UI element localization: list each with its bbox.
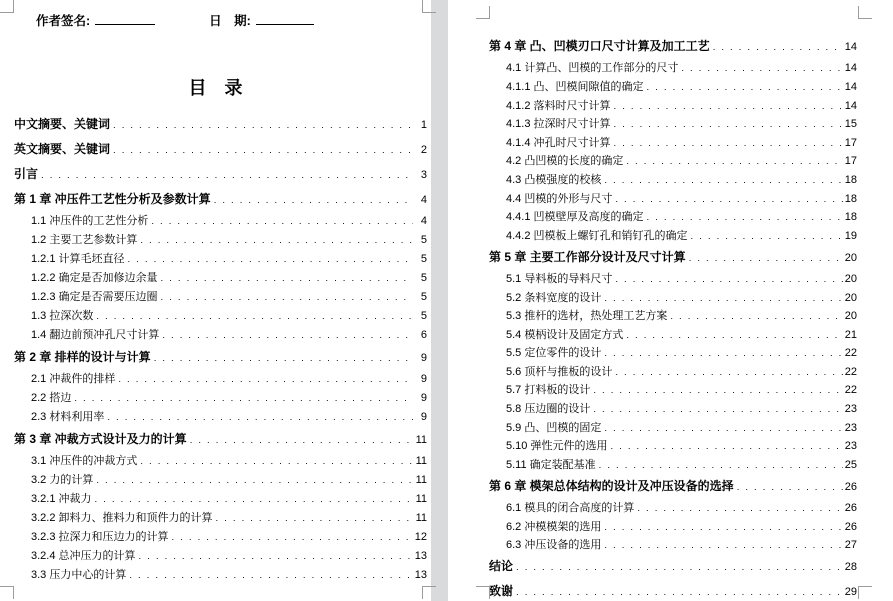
toc-page-number: 14: [844, 62, 857, 75]
toc-page-number: 9: [420, 411, 427, 423]
toc-list-left: [14, 112, 427, 585]
dot-leader: [211, 193, 413, 208]
toc-entry-label: 1.4 翻边前预冲孔尺寸计算: [31, 329, 160, 341]
toc-entry-label: 引言: [14, 166, 39, 181]
dot-leader: [623, 155, 843, 168]
toc-entry-label: 4.4.2 凹模板上螺钉孔和销钉孔的确定: [506, 229, 688, 242]
toc-entry-label: 2.1 冲裁件的排样: [31, 373, 116, 385]
document-page-left: [0, 0, 431, 601]
toc-page-number: 23: [844, 421, 857, 434]
toc-entry-label: 4.3 凸模强度的校核: [506, 173, 602, 186]
dot-leader: [601, 347, 843, 360]
dot-leader: [115, 373, 413, 386]
toc-entry[interactable]: [489, 456, 857, 475]
toc-entry-label: 5.1 导料板的导料尺寸: [506, 272, 613, 285]
dot-leader: [169, 531, 413, 544]
toc-entry-label: 5.10 弹性元件的选用: [506, 440, 608, 453]
dot-leader: [601, 521, 843, 534]
toc-entry[interactable]: [14, 231, 427, 250]
toc-page-number: 5: [420, 234, 427, 246]
toc-entry[interactable]: [14, 187, 427, 212]
toc-entry-label: 3.2 力的计算: [31, 474, 94, 486]
toc-entry[interactable]: [489, 60, 857, 79]
toc-page-number: 11: [415, 493, 427, 505]
dot-leader: [125, 253, 413, 266]
toc-page-number: 11: [415, 512, 427, 524]
toc-entry[interactable]: [14, 490, 427, 509]
toc-entry[interactable]: [14, 137, 427, 162]
dot-leader: [213, 512, 413, 525]
dot-leader: [159, 329, 413, 342]
toc-entry[interactable]: [14, 326, 427, 345]
toc-entry-label: 4.1.1 凸、凹模间隙值的确定: [506, 80, 644, 93]
dot-leader: [607, 440, 843, 453]
toc-entry[interactable]: [489, 382, 857, 401]
toc-entry[interactable]: [14, 452, 427, 471]
toc-entry-label: 3.3 压力中心的计算: [31, 569, 127, 581]
dot-leader: [667, 310, 843, 323]
toc-entry[interactable]: [14, 509, 427, 528]
toc-entry[interactable]: [489, 499, 857, 518]
dot-leader: [611, 100, 843, 113]
toc-entry[interactable]: [489, 208, 857, 227]
dot-leader: [92, 493, 413, 506]
toc-entry[interactable]: [14, 212, 427, 231]
dot-leader: [688, 230, 843, 243]
toc-page-number: 6: [420, 329, 427, 341]
toc-entry[interactable]: [14, 389, 427, 408]
toc-entry[interactable]: [14, 566, 427, 585]
toc-entry-label: 5.4 模柄设计及固定方式: [506, 328, 624, 341]
toc-entry[interactable]: [14, 250, 427, 269]
toc-entry-label: 5.5 定位零件的设计: [506, 347, 602, 360]
toc-page-number: 11: [415, 433, 427, 446]
toc-entry-label: 3.2.2 卸料力、推料力和顶件力的计算: [31, 512, 213, 524]
toc-entry-label: 5.6 顶杆与推板的设计: [506, 365, 613, 378]
toc-entry-label: 致谢: [489, 583, 514, 598]
toc-page-number: 5: [420, 291, 427, 303]
toc-entry-label: 第 2 章 排样的设计与计算: [14, 349, 151, 364]
toc-heading: 目 录: [188, 78, 243, 98]
toc-entry-label: 5.2 条料宽度的设计: [506, 291, 602, 304]
dot-leader: [38, 168, 413, 183]
toc-page-number: 9: [420, 373, 427, 385]
toc-page-number: 11: [415, 455, 427, 467]
toc-entry-label: 第 3 章 冲裁方式设计及力的计算: [14, 431, 187, 446]
toc-entry[interactable]: [489, 345, 857, 364]
toc-entry-label: 6.2 冲模模架的选用: [506, 520, 602, 533]
toc-entry-label: 5.3 推杆的选材，热处理工艺方案: [506, 310, 668, 323]
dot-leader: [678, 62, 843, 75]
dot-leader: [623, 329, 843, 342]
toc-entry-label: 2.2 搭边: [31, 392, 72, 404]
toc-entry-label: 第 5 章 主要工作部分设计及尺寸计算: [489, 249, 686, 264]
dot-leader: [158, 291, 413, 304]
toc-page-number: 29: [844, 585, 857, 598]
dot-leader: [596, 459, 843, 472]
dot-leader: [611, 118, 843, 131]
toc-entry[interactable]: [489, 326, 857, 345]
toc-entry[interactable]: [489, 419, 857, 438]
toc-entry[interactable]: [489, 400, 857, 419]
dot-leader: [93, 474, 413, 487]
dot-leader: [734, 480, 843, 495]
toc-entry[interactable]: [489, 518, 857, 537]
toc-entry[interactable]: [489, 78, 857, 97]
toc-entry-label: 1.2.2 确定是否加修边余量: [31, 272, 158, 284]
toc-entry[interactable]: [14, 288, 427, 307]
date-blank-line[interactable]: [256, 12, 314, 25]
toc-entry[interactable]: [489, 475, 857, 500]
toc-entry-label: 3.1 冲压件的冲裁方式: [31, 455, 138, 467]
toc-entry[interactable]: [489, 35, 857, 60]
toc-entry[interactable]: [489, 153, 857, 172]
toc-page-number: 20: [844, 310, 857, 323]
author-signature-row: [36, 12, 427, 29]
toc-entry-label: 4.1.4 冲孔时尺寸计算: [506, 136, 611, 149]
dot-leader: [110, 118, 413, 133]
toc-page-number: 5: [420, 272, 427, 284]
toc-entry-label: 第 4 章 凸、凹模刃口尺寸计算及加工工艺: [489, 39, 710, 54]
toc-page-number: 1: [420, 118, 427, 131]
toc-page-number: 4: [420, 193, 427, 206]
toc-page-number: 21: [844, 328, 857, 341]
toc-entry[interactable]: [14, 345, 427, 370]
dot-leader: [710, 40, 843, 55]
toc-entry[interactable]: [14, 528, 427, 547]
toc-entry[interactable]: [14, 408, 427, 427]
toc-page-number: 23: [844, 440, 857, 453]
toc-entry-label: 5.8 压边圈的设计: [506, 403, 591, 416]
toc-page-number: 23: [844, 403, 857, 416]
toc-page-number: 3: [420, 168, 427, 181]
toc-page-number: 13: [414, 550, 427, 562]
toc-entry[interactable]: [14, 307, 427, 326]
toc-page-number: 22: [844, 365, 857, 378]
toc-page-number: 11: [415, 474, 427, 486]
toc-entry-label: 6.1 模具的闭合高度的计算: [506, 502, 635, 515]
toc-entry-label: 1.1 冲压件的工艺性分析: [31, 215, 149, 227]
toc-entry[interactable]: [489, 115, 857, 134]
toc-entry-label: 4.4.1 凹模壁厚及高度的确定: [506, 211, 644, 224]
dot-leader: [634, 502, 843, 515]
toc-page-number: 28: [844, 561, 857, 574]
toc-entry[interactable]: [489, 307, 857, 326]
dot-leader: [601, 292, 843, 305]
toc-page-number: 17: [844, 155, 857, 168]
toc-entry[interactable]: [14, 162, 427, 187]
dot-leader: [110, 143, 413, 158]
toc-list-right: [489, 35, 857, 601]
toc-entry[interactable]: [489, 555, 857, 580]
toc-entry-label: 第 1 章 冲压件工艺性分析及参数计算: [14, 191, 211, 206]
toc-page-number: 26: [844, 480, 857, 493]
toc-page-number: 5: [420, 310, 427, 322]
toc-page-number: 20: [844, 291, 857, 304]
toc-entry-label: 3.2.1 冲裁力: [31, 493, 92, 505]
toc-page-number: 20: [844, 272, 857, 285]
toc-page-number: 27: [844, 539, 857, 552]
toc-entry[interactable]: [14, 370, 427, 389]
toc-page-number: 26: [844, 502, 857, 515]
dot-leader: [601, 174, 843, 187]
author-signature-label: 作者签名:: [36, 14, 91, 28]
document-page-right: [448, 0, 893, 601]
toc-page-number: 13: [414, 569, 427, 581]
dot-leader: [513, 560, 843, 575]
toc-page-number: 18: [844, 192, 857, 205]
dot-leader: [686, 251, 843, 266]
dot-leader: [148, 215, 413, 228]
toc-page-number: 2: [420, 143, 427, 156]
toc-entry[interactable]: [489, 437, 857, 456]
toc-entry[interactable]: [14, 547, 427, 566]
toc-page-number: 14: [844, 41, 857, 54]
toc-page-number: 18: [844, 173, 857, 186]
toc-page-number: 9: [420, 351, 427, 364]
toc-entry-label: 1.3 拉深次数: [31, 310, 94, 322]
toc-entry-label: 5.11 确定装配基准: [506, 458, 596, 471]
dot-leader: [612, 193, 843, 206]
toc-entry[interactable]: [489, 580, 857, 601]
toc-page-number: 15: [844, 118, 857, 131]
dot-leader: [644, 81, 843, 94]
toc-entry-label: 6.3 冲压设备的选用: [506, 539, 602, 552]
dot-leader: [126, 569, 413, 582]
toc-entry-label: 4.4 凹模的外形与尺寸: [506, 192, 613, 205]
toc-entry[interactable]: [489, 227, 857, 246]
dot-leader: [137, 455, 413, 468]
dot-leader: [611, 137, 843, 150]
toc-entry[interactable]: [14, 471, 427, 490]
toc-page-number: 4: [420, 215, 427, 227]
toc-entry[interactable]: [489, 97, 857, 116]
toc-entry-label: 5.7 打料板的设计: [506, 384, 591, 397]
dot-leader: [93, 310, 413, 323]
toc-entry-label: 3.2.4 总冲压力的计算: [31, 550, 136, 562]
toc-entry-label: 4.1 计算凸、凹模的工作部分的尺寸: [506, 62, 679, 75]
toc-entry-label: 中文摘要、关键词: [14, 116, 111, 131]
toc-entry-label: 1.2.1 计算毛坯直径: [31, 253, 125, 265]
dot-leader: [612, 366, 843, 379]
toc-entry[interactable]: [14, 427, 427, 452]
toc-entry[interactable]: [14, 112, 427, 137]
toc-entry[interactable]: [489, 289, 857, 308]
toc-entry-label: 英文摘要、关键词: [14, 141, 111, 156]
toc-entry[interactable]: [489, 270, 857, 289]
toc-page-number: 5: [420, 253, 427, 265]
toc-entry-label: 1.2.3 确定是否需要压边圈: [31, 291, 158, 303]
dot-leader: [513, 585, 843, 600]
dot-leader: [590, 403, 843, 416]
toc-page-number: 9: [420, 392, 427, 404]
toc-entry-label: 3.2.3 拉深力和压边力的计算: [31, 531, 169, 543]
dot-leader: [590, 384, 843, 397]
toc-entry-label: 5.9 凸、凹模的固定: [506, 421, 602, 434]
dot-leader: [151, 351, 413, 366]
toc-entry-label: 第 6 章 模架总体结构的设计及冲压设备的选择: [489, 478, 734, 493]
toc-entry[interactable]: [14, 269, 427, 288]
toc-page-number: 19: [844, 229, 857, 242]
toc-entry[interactable]: [489, 363, 857, 382]
dot-leader: [601, 422, 843, 435]
toc-entry-label: 1.2 主要工艺参数计算: [31, 234, 138, 246]
toc-entry[interactable]: [489, 190, 857, 209]
toc-entry[interactable]: [489, 134, 857, 153]
dot-leader: [601, 539, 843, 552]
dot-leader: [137, 234, 413, 247]
toc-entry-label: 结论: [489, 559, 514, 574]
dot-leader: [71, 392, 413, 405]
toc-entry-label: 4.2 凸凹模的长度的确定: [506, 155, 624, 168]
toc-page-number: 20: [844, 251, 857, 264]
dot-leader: [136, 550, 413, 563]
signature-blank-line[interactable]: [95, 12, 155, 25]
toc-page-number: 22: [844, 384, 857, 397]
toc-entry[interactable]: [489, 246, 857, 271]
toc-entry-label: 4.1.2 落料时尺寸计算: [506, 99, 611, 112]
toc-page-number: 26: [844, 520, 857, 533]
toc-page-number: 14: [844, 80, 857, 93]
date-label: 日 期:: [209, 14, 251, 28]
toc-page-number: 17: [844, 136, 857, 149]
toc-page-number: 12: [414, 531, 427, 543]
dot-leader: [612, 273, 843, 286]
dot-leader: [104, 411, 413, 424]
toc-entry[interactable]: [489, 171, 857, 190]
dot-leader: [158, 272, 413, 285]
toc-page-number: 25: [844, 458, 857, 471]
dot-leader: [644, 211, 843, 224]
toc-entry[interactable]: [489, 536, 857, 555]
page-gap: [431, 0, 448, 601]
toc-page-number: 22: [844, 347, 857, 360]
dot-leader: [187, 433, 413, 448]
toc-entry-label: 4.1.3 拉深时尺寸计算: [506, 118, 611, 131]
toc-entry-label: 2.3 材料利用率: [31, 411, 105, 423]
toc-page-number: 14: [844, 99, 857, 112]
toc-page-number: 18: [844, 211, 857, 224]
